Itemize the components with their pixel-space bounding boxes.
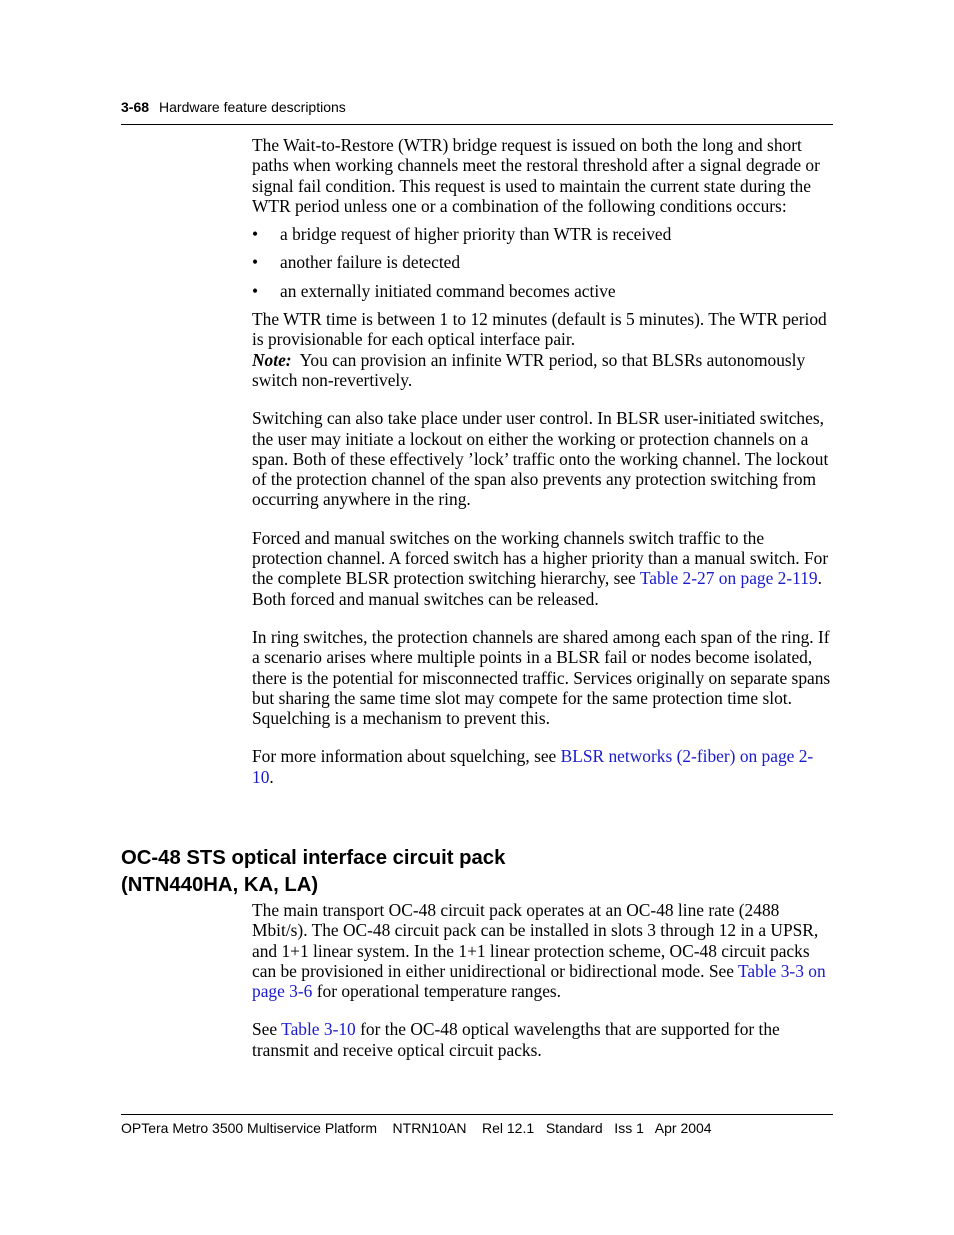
running-header [121, 99, 833, 115]
paragraph-wtr-time: The WTR time is between 1 to 12 minutes (default is 5 minutes). The WTR period is provisionable for each optical interface pair. [252, 309, 827, 350]
bullet-icon: • [252, 224, 259, 245]
text-run: The main transport OC-48 circuit pack operates at an OC-48 line rate (2488 Mbit/s). The OC-48 circuit pack can be installed in slots 3 through 12 in a UPSR, and 1+1 linear system. In the 1+1 linear protection scheme, OC-48 circuit packs can be provisioned in either unidirectional or bidirectional mode. See [252, 900, 819, 981]
list-item [252, 252, 832, 272]
blsr-networks-link[interactable]: BLSR networks (2-fiber) on page 2-10 [252, 746, 814, 787]
note [252, 350, 832, 391]
text-run: Forced and manual switches on the working channels switch traffic to the protection channel. A forced switch has a higher priority than a manual switch. For the complete BLSR protection switching hierarchy, see [252, 527, 829, 589]
text-run: for operational temperature ranges. [312, 981, 562, 1002]
list-item-text: an externally initiated command becomes active [280, 280, 616, 301]
paragraph-user-control: Switching can also take place under user control. In BLSR user-initiated switches, the user may initiate a lockout on either the working or protection channels on a span. Both of these effectively ’lock’ traffic onto the working channel. The lockout of the protection channel of the span also prevents any protection switching from occurring anywhere in the ring. [252, 408, 829, 510]
text-run: See [252, 1019, 282, 1040]
text-run: . Both forced and manual switches can be released. [252, 568, 822, 609]
list-item-text: another failure is detected [280, 252, 461, 273]
table-3-10-link[interactable]: Table 3-10 [281, 1019, 356, 1040]
header-rule [121, 124, 833, 125]
section-body [252, 900, 832, 1060]
header-section-title: Hardware feature descriptions [159, 99, 346, 115]
table-2-27-link[interactable]: Table 2-27 on page 2-119 [639, 568, 818, 589]
paragraph-squelching [252, 746, 832, 787]
paragraph-oc48-main [252, 900, 832, 1001]
condition-list [252, 224, 832, 301]
heading-line: (NTN440HA, KA, LA) [121, 874, 319, 896]
list-item-text: a bridge request of higher priority than WTR is received [280, 224, 672, 245]
paragraph-wtr-intro: The Wait-to-Restore (WTR) bridge request is issued on both the long and short paths when working channels meet the restoral threshold after a signal degrade or signal fail condition. This request is used to maintain the current state during the WTR period unless one or a combination of the following conditions occurs: [252, 135, 820, 216]
text-run: . [269, 766, 274, 787]
running-footer: OPTera Metro 3500 Multiservice Platform NTRN10AN Rel 12.1 Standard Iss 1 Apr 2004 [121, 1120, 712, 1136]
bullet-icon: • [252, 280, 259, 301]
table-3-3-link[interactable]: Table 3-3 on page 3-6 [252, 960, 826, 1002]
note-text: You can provision an infinite WTR period, so that BLSRs autonomously switch non-revertively. [252, 349, 806, 390]
note-label: Note: [252, 349, 292, 370]
paragraph-forced-manual [252, 528, 832, 609]
paragraph-ring-switches: In ring switches, the protection channels are shared among each span of the ring. If a scenario arises where multiple points in a BLSR fail or nodes become isolated, there is the potential for misconnected traffic. Services originally on separate spans but sharing the same time slot may compete for the same protection time slot. Squelching is a mechanism to prevent this. [252, 626, 831, 729]
text-run: For more information about squelching, see [252, 746, 561, 767]
paragraph-wavelengths [252, 1019, 832, 1060]
section-heading [121, 845, 681, 899]
body-text [252, 135, 832, 787]
heading-line: OC-48 STS optical interface circuit pack [121, 847, 506, 869]
text-run: for the OC-48 optical wavelengths that are supported for the transmit and receive optical circuit packs. [252, 1019, 780, 1060]
bullet-icon: • [252, 252, 259, 273]
list-item [252, 224, 832, 244]
list-item [252, 281, 832, 301]
footer-rule [121, 1114, 833, 1115]
page-number: 3-68 [121, 99, 150, 115]
